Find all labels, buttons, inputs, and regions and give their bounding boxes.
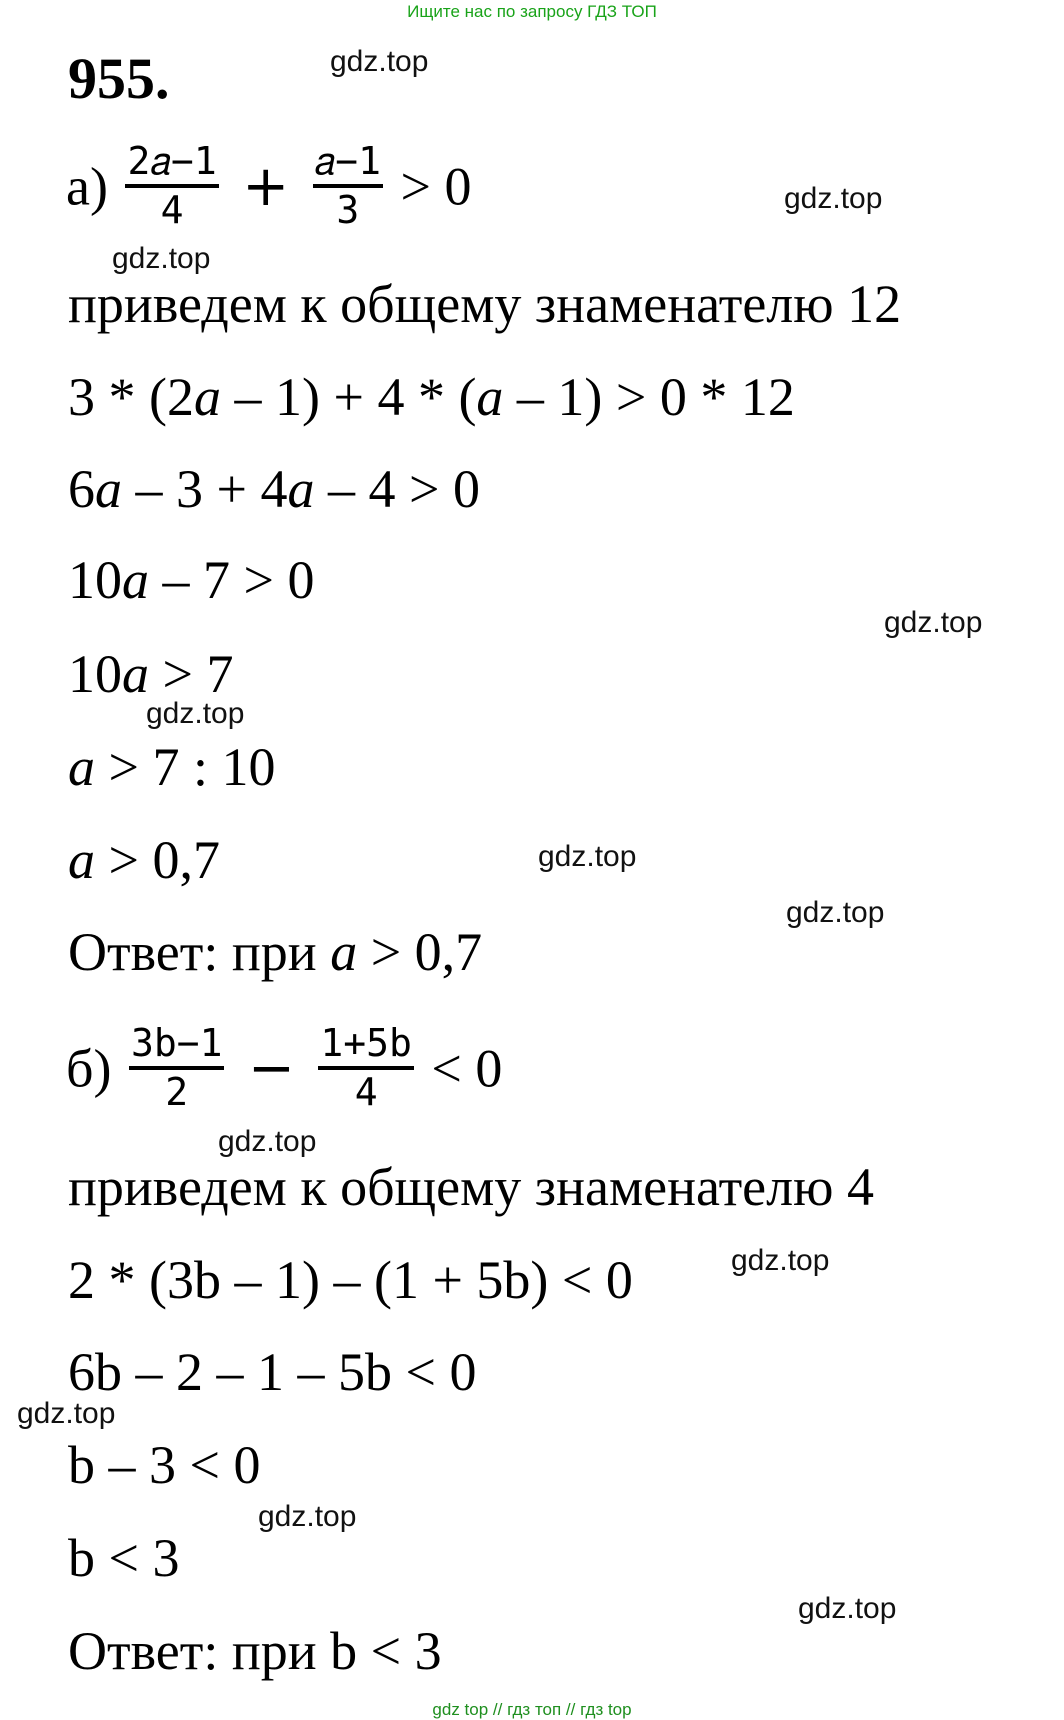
- part-b-fraction-2: [318, 1022, 414, 1115]
- part-b-step-1: приведем к общему знаменателю 4: [68, 1157, 874, 1217]
- part-a-answer: Ответ: при a > 0,7: [68, 922, 483, 982]
- part-a-step-2: 3 * (2a – 1) + 4 * (a – 1) > 0 * 12: [68, 367, 795, 427]
- watermark: gdz.top: [330, 45, 429, 78]
- part-b-relation: < 0: [431, 1038, 503, 1099]
- part-a-fraction-2: [313, 140, 383, 233]
- watermark: gdz.top: [786, 896, 885, 929]
- part-b-step-5: b < 3: [68, 1528, 180, 1588]
- part-a-step-6: a > 7 : 10: [68, 737, 276, 797]
- part-a-relation: > 0: [400, 156, 472, 217]
- part-a-step-1: приведем к общему знаменателю 12: [68, 274, 902, 334]
- part-a-step-4: 10a – 7 > 0: [68, 550, 315, 610]
- part-b-label: б): [66, 1038, 112, 1099]
- part-a-label: а): [66, 156, 108, 217]
- part-a-fraction-1: [125, 140, 218, 233]
- watermark: gdz.top: [731, 1244, 830, 1277]
- part-a-fraction-2-numerator: 𝑎−1: [313, 140, 383, 188]
- part-b-fraction-1-numerator: 3b−1: [129, 1022, 225, 1070]
- part-b-step-2: 2 * (3b – 1) – (1 + 5b) < 0: [68, 1250, 633, 1310]
- part-b-fraction-2-numerator: 1+5b: [318, 1022, 414, 1070]
- watermark: gdz.top: [17, 1397, 116, 1430]
- part-a-step-5: 10a > 7: [68, 644, 234, 704]
- part-b-step-3: 6b – 2 – 1 – 5b < 0: [68, 1342, 477, 1402]
- part-a-step-7: a > 0,7: [68, 830, 220, 890]
- watermark: gdz.top: [112, 242, 211, 275]
- part-b-operator: −: [247, 1035, 295, 1101]
- watermark: gdz.top: [798, 1592, 897, 1625]
- part-a-fraction-1-numerator: 2𝑎−1: [125, 140, 218, 188]
- part-b-fraction-2-denominator: 4: [354, 1069, 378, 1114]
- watermark: gdz.top: [884, 606, 983, 639]
- watermark: gdz.top: [258, 1500, 357, 1533]
- watermark: gdz.top: [146, 697, 245, 730]
- part-b-fraction-1: [129, 1022, 225, 1115]
- watermark: gdz.top: [538, 840, 637, 873]
- part-a-fraction-2-denominator: 3: [336, 187, 360, 232]
- part-a-step-3: 6a – 3 + 4a – 4 > 0: [68, 459, 480, 519]
- part-b-fraction-1-denominator: 2: [165, 1069, 189, 1114]
- part-b-expression: [66, 1022, 502, 1115]
- problem-number: 955.: [68, 46, 170, 111]
- part-b-step-4: b – 3 < 0: [68, 1435, 261, 1495]
- bottom-footer: gdz top // гдз топ // гдз top: [432, 1700, 632, 1719]
- part-a-expression: [66, 140, 472, 233]
- part-b-answer: Ответ: при b < 3: [68, 1621, 442, 1681]
- part-a-fraction-1-denominator: 4: [160, 187, 184, 232]
- part-a-operator: +: [242, 153, 290, 219]
- top-banner: Ищите нас по запросу ГДЗ ТОП: [407, 2, 657, 21]
- watermark: gdz.top: [784, 182, 883, 215]
- watermark: gdz.top: [218, 1125, 317, 1158]
